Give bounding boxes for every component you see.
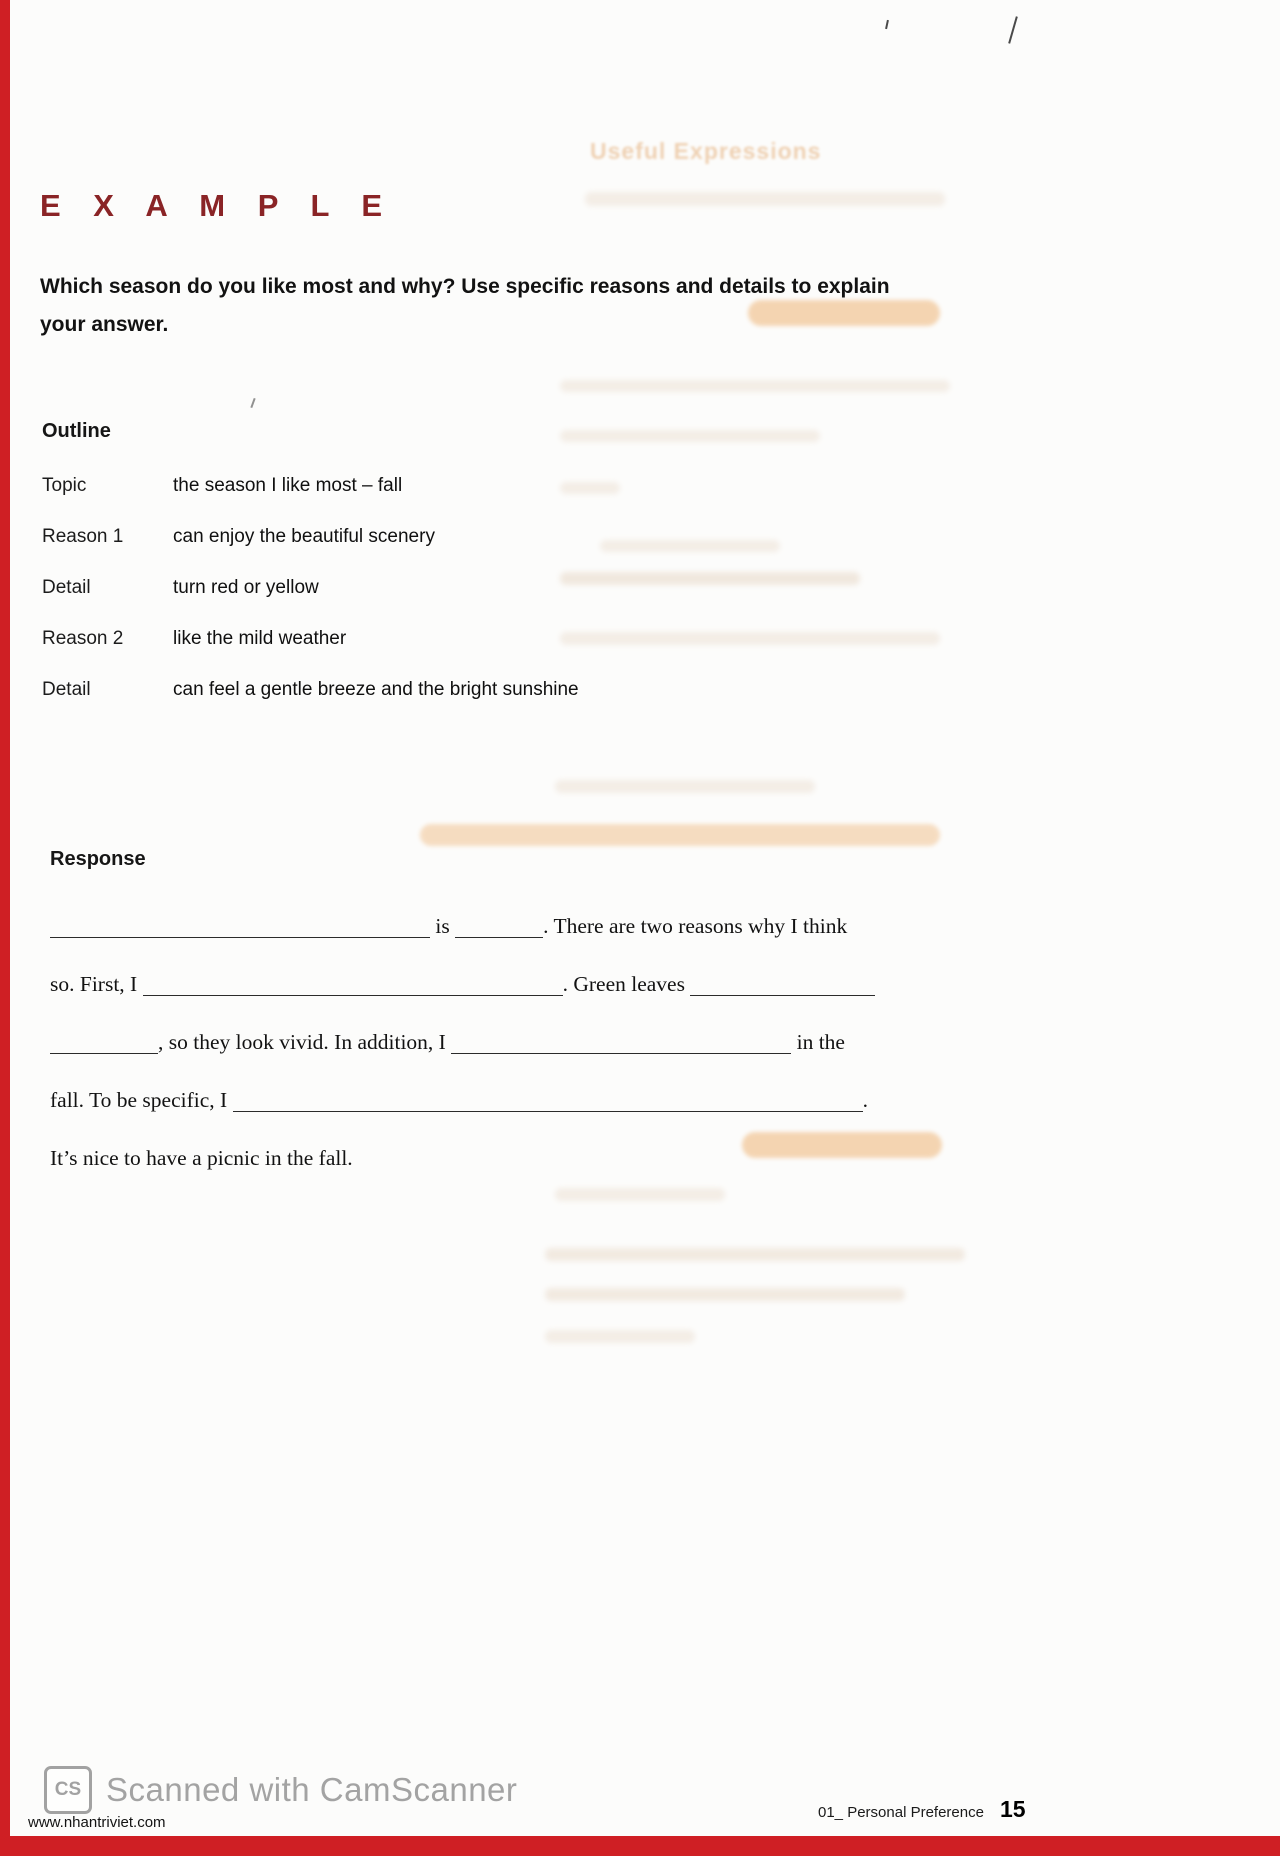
outline-row-value: can feel a gentle breeze and the bright sunshine (173, 679, 579, 700)
bleed-through-highlight (420, 824, 940, 846)
camscanner-icon: CS (44, 1766, 92, 1814)
response-text: so. First, I (50, 972, 143, 996)
scan-mark (885, 20, 889, 29)
scan-mark (250, 398, 255, 408)
bleed-through-smudge (555, 780, 815, 793)
response-heading: Response (50, 848, 146, 870)
response-text: in the (791, 1030, 845, 1054)
example-heading: E X A M P L E (40, 188, 395, 223)
response-paragraph (50, 897, 924, 1187)
outline-row (42, 577, 802, 598)
outline-row (42, 628, 802, 649)
outline-heading: Outline (42, 420, 111, 442)
outline-row-value: like the mild weather (173, 628, 347, 649)
publisher-url: www.nhantriviet.com (28, 1814, 166, 1831)
scan-mark (1008, 16, 1018, 43)
chapter-label: 01_ Personal Preference (818, 1804, 984, 1821)
response-line (50, 1129, 924, 1187)
bleed-through-smudge (545, 1288, 905, 1301)
response-text: . Green leaves (562, 972, 691, 996)
outline-row (42, 526, 802, 547)
response-text: . There are two reasons why I think (543, 914, 848, 938)
response-text: , so they look vivid. In addition, I (158, 1030, 452, 1054)
fill-in-blank (50, 1030, 158, 1054)
response-text: It’s nice to have a picnic in the fall. (50, 1146, 353, 1170)
outline-row-label: Topic (42, 475, 87, 496)
fill-in-blank (690, 972, 875, 996)
fill-in-blank (455, 914, 543, 938)
bleed-through-smudge (555, 1188, 725, 1201)
response-section (50, 848, 924, 1187)
response-line (50, 955, 924, 1013)
scan-edge-bottom (0, 1836, 1280, 1856)
outline-row (42, 679, 802, 700)
response-line (50, 1013, 924, 1071)
outline-section (42, 420, 802, 730)
response-line (50, 1071, 924, 1129)
outline-row-value: can enjoy the beautiful scenery (173, 526, 435, 547)
outline-rows (42, 475, 802, 700)
outline-row-label: Detail (42, 679, 91, 700)
response-text: is (430, 914, 456, 938)
response-text: . (862, 1088, 868, 1112)
bleed-through-smudge (585, 192, 945, 206)
fill-in-blank (50, 914, 430, 938)
outline-row (42, 475, 802, 496)
outline-row-label: Reason 1 (42, 526, 124, 547)
scan-edge-left (0, 0, 10, 1856)
question-text: Which season do you like most and why? Use specific reasons and details to explain your answer. (40, 275, 890, 336)
fill-in-blank (451, 1030, 791, 1054)
outline-row-value: turn red or yellow (173, 577, 319, 598)
response-text: fall. To be specific, I (50, 1088, 233, 1112)
fill-in-blank (233, 1088, 863, 1112)
bleed-through-smudge (545, 1248, 965, 1261)
outline-row-value: the season I like most – fall (173, 475, 403, 496)
page-footer (818, 1796, 1026, 1823)
response-line (50, 897, 924, 955)
outline-row-label: Detail (42, 577, 91, 598)
bleed-through-text: Useful Expressions (590, 138, 822, 164)
camscanner-watermark (44, 1766, 517, 1814)
watermark-text: Scanned with CamScanner (106, 1771, 518, 1808)
outline-row-label: Reason 2 (42, 628, 124, 649)
fill-in-blank (143, 972, 563, 996)
bleed-through-smudge (545, 1330, 695, 1343)
page-number: 15 (999, 1796, 1026, 1822)
bleed-through-smudge (560, 380, 950, 392)
